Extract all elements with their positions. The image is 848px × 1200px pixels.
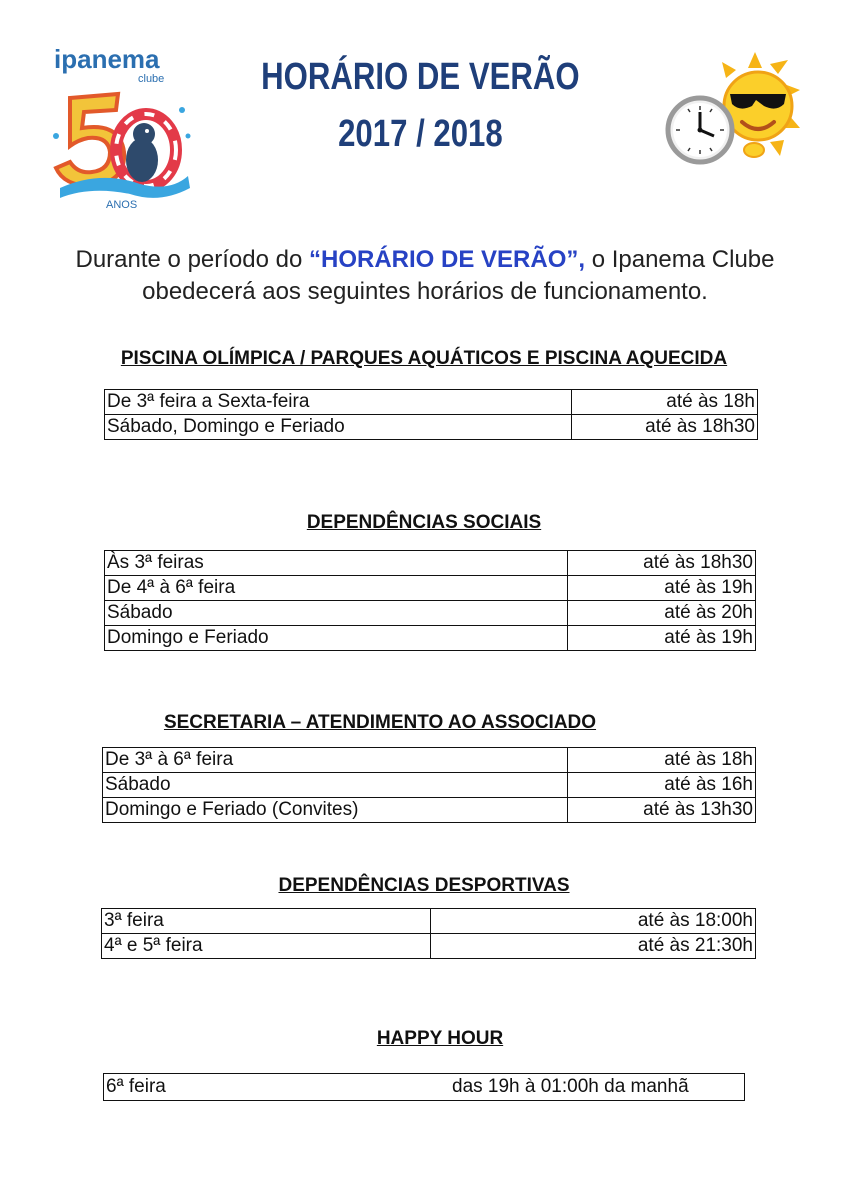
table-row (105, 576, 756, 601)
section-title-dependencias-desportivas: DEPENDÊNCIAS DESPORTIVAS (278, 875, 570, 896)
sun-icon (722, 52, 800, 157)
table-row (102, 909, 756, 934)
time-cell: das 19h à 01:00h da manhã (452, 1076, 689, 1097)
day-cell: Às 3ª feiras (105, 551, 568, 576)
table-row (103, 773, 756, 798)
intro-text-part2: o Ipanema Clube obedecerá aos seguintes horários de funcionamento. (142, 246, 775, 305)
table-row (105, 626, 756, 651)
day-cell: De 4ª à 6ª feira (105, 576, 568, 601)
section-title-secretaria: SECRETARIA – ATENDIMENTO AO ASSOCIADO (163, 712, 597, 733)
day-cell: 6ª feira (106, 1076, 166, 1097)
schedule-table-secretaria (102, 747, 756, 823)
time-cell: até às 21:30h (431, 934, 756, 959)
day-cell: Sábado (105, 601, 568, 626)
intro-paragraph (40, 244, 810, 308)
page-title: HORÁRIO DE VERÃO (261, 56, 580, 98)
time-cell: até às 18h30 (572, 415, 758, 440)
time-cell: até às 18h (568, 748, 756, 773)
intro-highlight: “HORÁRIO DE VERÃO”, (309, 246, 586, 273)
time-cell: até às 16h (568, 773, 756, 798)
schedule-table-dependencias-desportivas (101, 908, 756, 959)
day-cell: Domingo e Feriado (105, 626, 568, 651)
table-row (103, 748, 756, 773)
schedule-table-piscina (104, 389, 758, 440)
time-cell: até às 13h30 (568, 798, 756, 823)
logo-sub: clube (138, 73, 165, 85)
time-cell: até às 18h (572, 390, 758, 415)
page-subtitle-years: 2017 / 2018 (338, 113, 503, 155)
section-title-piscina: PISCINA OLÍMPICA / PARQUES AQUÁTICOS E PISCINA AQUECIDA (120, 348, 728, 369)
time-cell: até às 19h (568, 576, 756, 601)
table-row (102, 934, 756, 959)
day-cell: Domingo e Feriado (Convites) (103, 798, 568, 823)
day-cell: Sábado (103, 773, 568, 798)
table-row (105, 415, 758, 440)
intro-text-part1: Durante o período do (75, 246, 309, 273)
logo-anos: ANOS (106, 199, 138, 211)
logo-brand: ipanema (54, 44, 160, 74)
day-cell: Sábado, Domingo e Feriado (105, 415, 572, 440)
table-row (103, 798, 756, 823)
schedule-table-happy-hour (103, 1073, 745, 1101)
day-cell: 4ª e 5ª feira (102, 934, 431, 959)
table-row (105, 390, 758, 415)
section-title-dependencias-sociais: DEPENDÊNCIAS SOCIAIS (306, 512, 542, 533)
section-title-happy-hour: HAPPY HOUR (376, 1028, 504, 1049)
table-row (105, 601, 756, 626)
clock-icon (668, 98, 732, 162)
schedule-table-dependencias-sociais (104, 550, 756, 651)
day-cell: De 3ª feira a Sexta-feira (105, 390, 572, 415)
sun-clock-illustration (660, 50, 810, 170)
time-cell: até às 20h (568, 601, 756, 626)
day-cell: De 3ª à 6ª feira (103, 748, 568, 773)
time-cell: até às 18h30 (568, 551, 756, 576)
time-cell: até às 19h (568, 626, 756, 651)
time-cell: até às 18:00h (431, 909, 756, 934)
table-row (105, 551, 756, 576)
day-cell: 3ª feira (102, 909, 431, 934)
